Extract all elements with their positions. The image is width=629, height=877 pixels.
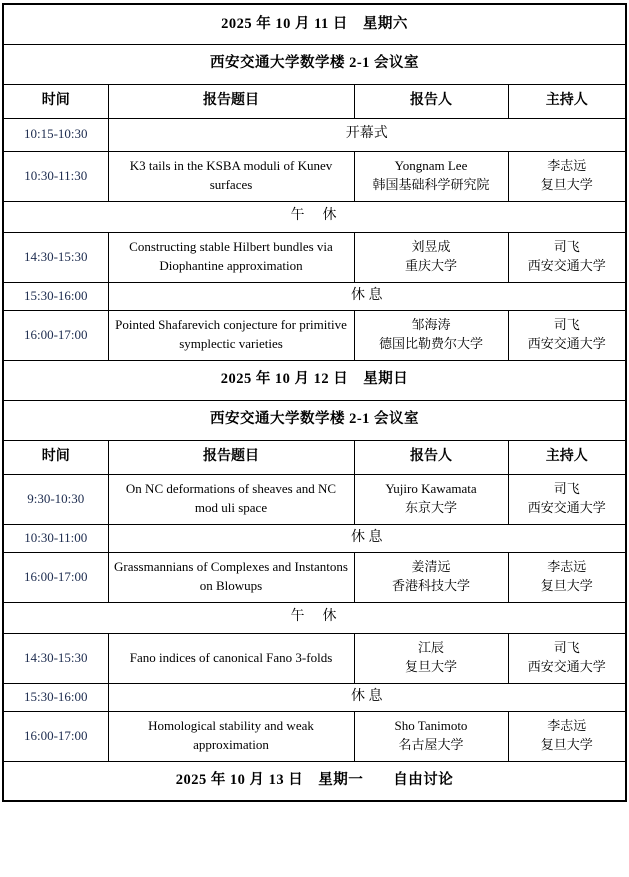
table-row (3, 602, 626, 633)
table-row (3, 282, 626, 310)
host-name: 司飞 (553, 239, 580, 255)
time-cell: 15:30-16:00 (3, 282, 108, 310)
host-cell (508, 151, 626, 201)
host-name: 李志远 (547, 559, 587, 575)
speaker-affiliation: 韩国基础科学研究院 (372, 177, 490, 192)
talk-title: Constructing stable Hilbert bundles via Diophantine approximation (108, 232, 354, 282)
host-name: 司飞 (553, 640, 580, 656)
speaker-cell (354, 232, 508, 282)
host-name: 李志远 (547, 718, 587, 734)
table-row (3, 400, 626, 440)
time-cell: 15:30-16:00 (3, 683, 108, 711)
table-row (3, 151, 626, 201)
host-name: 司飞 (553, 481, 580, 497)
speaker-cell (354, 711, 508, 761)
lunch-break-label: 午 休 (3, 201, 626, 232)
host-affiliation: 复旦大学 (540, 177, 593, 192)
host-cell (508, 633, 626, 683)
date-heading: 2025 年 10 月 12 日 星期日 (3, 360, 626, 400)
host-cell (508, 552, 626, 602)
break-label: 休 息 (108, 524, 626, 552)
speaker-name: Sho Tanimoto (394, 718, 468, 734)
venue-heading: 西安交通大学数学楼 2-1 会议室 (3, 400, 626, 440)
speaker-affiliation: 重庆大学 (404, 258, 457, 273)
speaker-affiliation: 香港科技大学 (391, 578, 470, 593)
table-row (3, 474, 626, 524)
host-name: 李志远 (547, 158, 587, 174)
venue-heading: 西安交通大学数学楼 2-1 会议室 (3, 44, 626, 84)
speaker-cell (354, 552, 508, 602)
host-cell (508, 474, 626, 524)
time-cell: 10:15-10:30 (3, 118, 108, 151)
talk-title: Grassmannians of Complexes and Instantons on Blowups (108, 552, 354, 602)
opening-ceremony-label: 开幕式 (108, 118, 626, 151)
time-cell: 10:30-11:00 (3, 524, 108, 552)
schedule-body (3, 4, 626, 801)
lunch-break-label: 午 休 (3, 602, 626, 633)
speaker-name: 江辰 (417, 640, 444, 656)
talk-title: Pointed Shafarevich conjecture for primitive symplectic varieties (108, 310, 354, 360)
speaker-cell (354, 474, 508, 524)
break-label: 休 息 (108, 683, 626, 711)
column-header-host: 主持人 (508, 440, 626, 474)
table-row (3, 118, 626, 151)
table-row (3, 232, 626, 282)
talk-title: K3 tails in the KSBA moduli of Kunev surfaces (108, 151, 354, 201)
host-cell (508, 711, 626, 761)
host-affiliation: 复旦大学 (540, 737, 593, 752)
speaker-name: 邹海涛 (411, 317, 451, 333)
time-cell: 9:30-10:30 (3, 474, 108, 524)
table-row (3, 761, 626, 801)
column-header-title: 报告题目 (108, 440, 354, 474)
table-row (3, 310, 626, 360)
break-label: 休 息 (108, 282, 626, 310)
speaker-affiliation: 复旦大学 (404, 659, 457, 674)
speaker-affiliation: 德国比勒费尔大学 (378, 336, 483, 351)
date-heading: 2025 年 10 月 13 日 星期一 自由讨论 (3, 761, 626, 801)
speaker-name: 姜清远 (411, 559, 451, 575)
column-header-speaker: 报告人 (354, 84, 508, 118)
table-row (3, 683, 626, 711)
host-affiliation: 复旦大学 (540, 578, 593, 593)
speaker-name: 刘昱成 (411, 239, 451, 255)
column-header-time: 时间 (3, 440, 108, 474)
host-affiliation: 西安交通大学 (527, 659, 606, 674)
table-row (3, 84, 626, 118)
schedule-table (2, 3, 627, 802)
talk-title: Homological stability and weak approximation (108, 711, 354, 761)
host-cell (508, 232, 626, 282)
host-affiliation: 西安交通大学 (527, 500, 606, 515)
time-cell: 14:30-15:30 (3, 232, 108, 282)
time-cell: 16:00-17:00 (3, 552, 108, 602)
host-name: 司飞 (553, 317, 580, 333)
table-row (3, 711, 626, 761)
speaker-cell (354, 633, 508, 683)
speaker-name: Yongnam Lee (394, 158, 468, 174)
table-row (3, 201, 626, 232)
speaker-affiliation: 东京大学 (404, 500, 457, 515)
time-cell: 16:00-17:00 (3, 711, 108, 761)
column-header-speaker: 报告人 (354, 440, 508, 474)
host-affiliation: 西安交通大学 (527, 336, 606, 351)
speaker-affiliation: 名古屋大学 (398, 737, 464, 752)
table-row (3, 633, 626, 683)
speaker-name: Yujiro Kawamata (385, 481, 477, 497)
table-row (3, 552, 626, 602)
date-heading: 2025 年 10 月 11 日 星期六 (3, 4, 626, 44)
talk-title: Fano indices of canonical Fano 3-folds (108, 633, 354, 683)
host-cell (508, 310, 626, 360)
time-cell: 10:30-11:30 (3, 151, 108, 201)
column-header-title: 报告题目 (108, 84, 354, 118)
table-row (3, 4, 626, 44)
talk-title: On NC deformations of sheaves and NC mod uli space (108, 474, 354, 524)
column-header-host: 主持人 (508, 84, 626, 118)
host-affiliation: 西安交通大学 (527, 258, 606, 273)
table-row (3, 44, 626, 84)
speaker-cell (354, 151, 508, 201)
table-row (3, 440, 626, 474)
column-header-time: 时间 (3, 84, 108, 118)
table-row (3, 524, 626, 552)
speaker-cell (354, 310, 508, 360)
table-row (3, 360, 626, 400)
time-cell: 14:30-15:30 (3, 633, 108, 683)
time-cell: 16:00-17:00 (3, 310, 108, 360)
